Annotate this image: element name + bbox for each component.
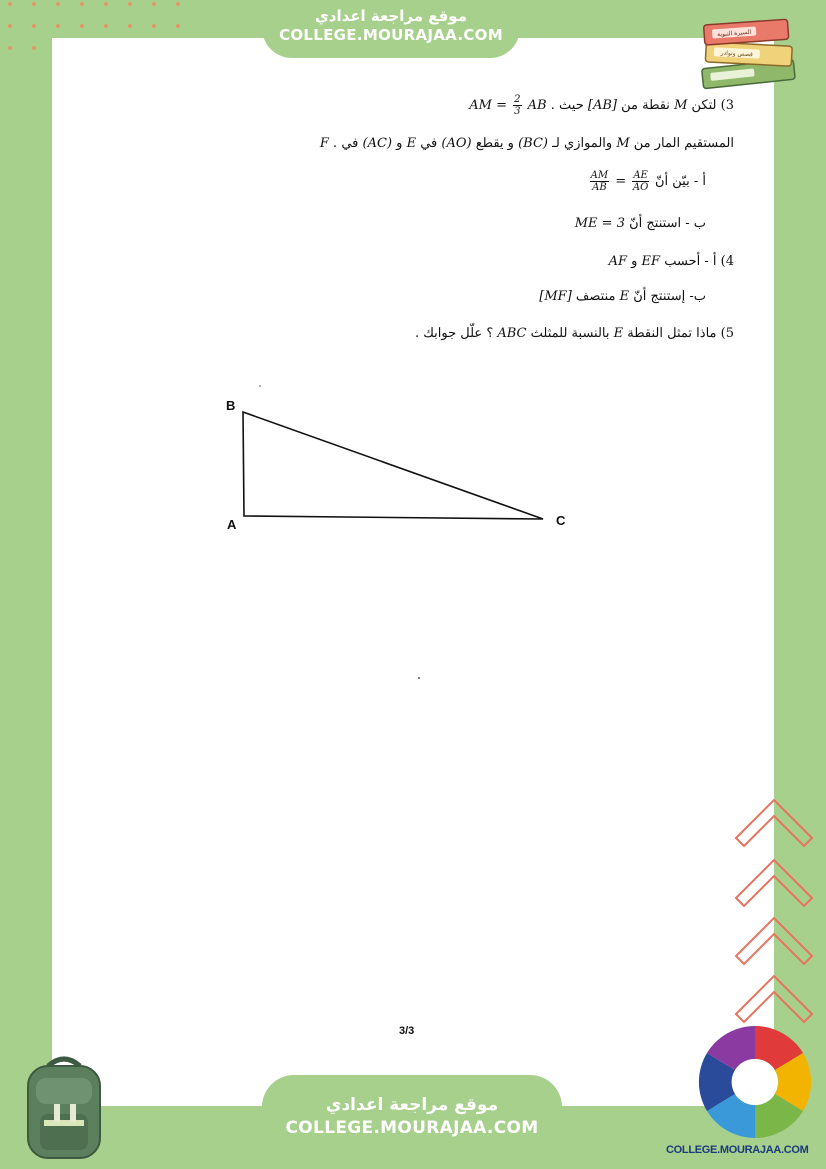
- question-3a-line: أ - بيّن أنّ $\frac{AM}{AB}$ = $\frac{AE}{AO}$: [590, 170, 706, 193]
- svg-text:قصص ونوادر: قصص ونوادر: [720, 49, 754, 59]
- logo-caption: COLLEGE.MOURAJAA.COM: [666, 1144, 809, 1156]
- vertex-label-b: B: [226, 398, 236, 413]
- page-number: 3/3: [399, 1025, 415, 1037]
- footer-site-url[interactable]: COLLEGE.MOURAJAA.COM: [285, 1118, 539, 1138]
- question-3b-line: ب - استنتج أنّ ME = 3: [574, 216, 706, 231]
- header-site-name-ar: موقع مراجعة اعدادي: [315, 7, 467, 25]
- footer-site-banner[interactable]: [262, 1075, 562, 1169]
- header-site-url[interactable]: COLLEGE.MOURAJAA.COM: [279, 26, 503, 44]
- triangle-abc: [243, 412, 543, 519]
- vertex-label-a: A: [227, 517, 237, 532]
- question-5-line: 5) ماذا تمثل النقطة E بالنسبة للمثلث ABC ؟ علّل جوابك .: [414, 326, 734, 341]
- chevron-up-decoration-icon: [730, 790, 820, 1030]
- backpack-icon: [14, 1052, 114, 1162]
- question-3-construction-line: المستقيم المار من M والموازي لـ (BC) و يقطع (AO) في E و (AC) في F .: [319, 136, 734, 151]
- footer-site-name-ar: موقع مراجعة اعدادي: [325, 1095, 499, 1115]
- question-3-line: 3) لتكن M نقطة من [AB] حيث AM = $\frac{2}{3}$ AB .: [469, 94, 734, 117]
- question-4b-line: ب- إستنتج أنّ E منتصف [MF]: [539, 289, 706, 304]
- college-mourajaa-logo-icon[interactable]: [694, 1022, 816, 1140]
- question-4-line: 4) أ - أحسب EF و AF: [608, 254, 734, 269]
- vertex-label-c: C: [556, 513, 566, 528]
- svg-text:السيرة النبوية: السيرة النبوية: [716, 28, 752, 39]
